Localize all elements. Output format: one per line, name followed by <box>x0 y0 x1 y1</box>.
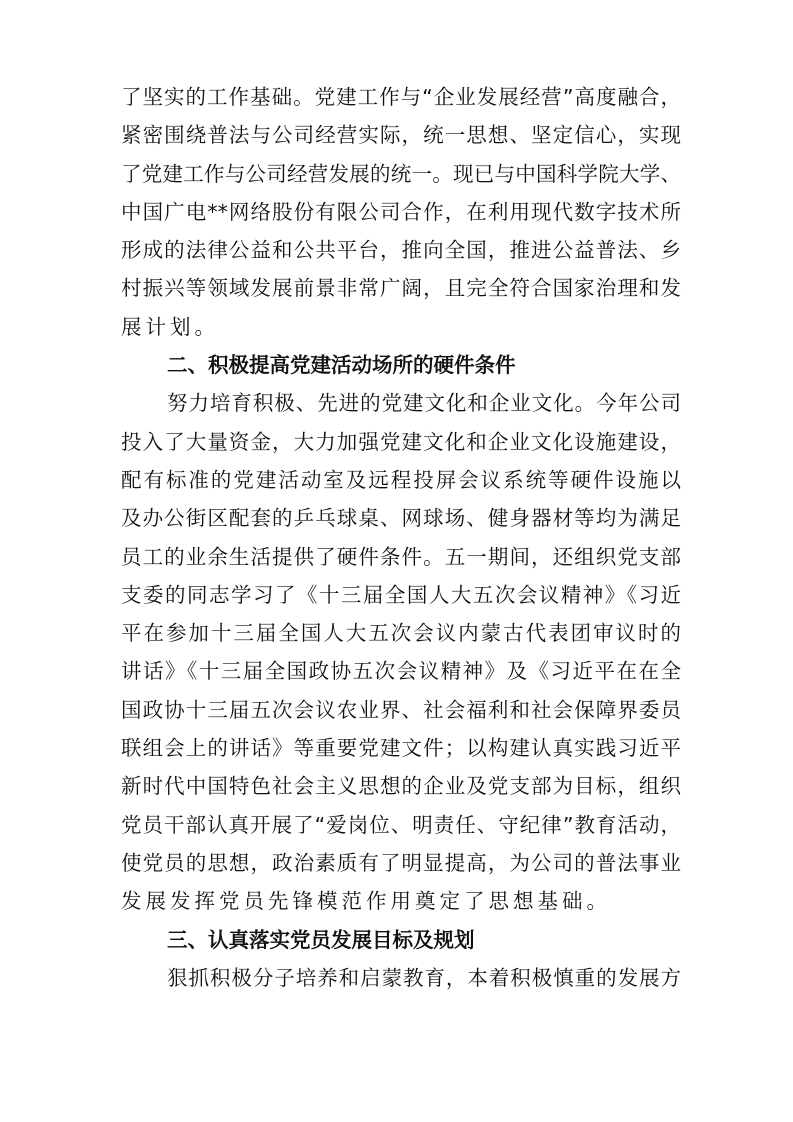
text-line: 平在参加十三届全国人大五次会议内蒙古代表团审议时的 <box>121 621 681 646</box>
text-line: 了党建工作与公司经营发展的统一。现已与中国科学院大学、 <box>121 161 681 186</box>
text-line: 村振兴等领域发展前景非常广阔，且完全符合国家治理和发 <box>121 276 681 301</box>
text-line: 中国广电**网络股份有限公司合作，在利用现代数字技术所 <box>121 199 681 224</box>
paragraph <box>121 959 681 997</box>
text-line: 配有标准的党建活动室及远程投屏会议系统等硬件设施以 <box>121 467 681 492</box>
text-line: 使党员的思想，政治素质有了明显提高，为公司的普法事业 <box>121 850 681 875</box>
text-line: 新时代中国特色社会主义思想的企业及党支部为目标，组织 <box>121 774 681 799</box>
text-line: 了坚实的工作基础。党建工作与“企业发展经营”高度融合， <box>121 85 681 109</box>
section-heading: 三、认真落实党员发展目标及规划 <box>167 927 475 952</box>
text-line: 狠抓积极分子培养和启蒙教育，本着积极慎重的发展方 <box>167 965 681 990</box>
text-line: 支委的同志学习了《十三届全国人大五次会议精神》《习近 <box>121 582 681 607</box>
text-line: 发展发挥党员先锋模范作用奠定了思想基础。 <box>121 889 611 914</box>
text-line: 投入了大量资金，大力加强党建文化和企业文化设施建设， <box>121 429 681 454</box>
text-line: 及办公街区配套的乒乓球桌、网球场、健身器材等均为满足 <box>121 506 681 531</box>
text-line: 努力培育积极、先进的党建文化和企业文化。今年公司 <box>167 391 681 416</box>
text-line: 讲话》《十三届全国政协五次会议精神》及《习近平在在全 <box>121 659 681 684</box>
text-line: 党员干部认真开展了“爱岗位、明责任、守纪律”教育活动， <box>121 812 681 837</box>
document-page <box>121 78 681 997</box>
text-line: 联组会上的讲话》等重要党建文件；以构建认真实践习近平 <box>121 736 681 761</box>
paragraph <box>121 78 681 346</box>
text-line: 紧密围绕普法与公司经营实际，统一思想、坚定信心，实现 <box>121 123 681 148</box>
paragraph <box>121 384 681 920</box>
text-line: 形成的法律公益和公共平台，推向全国，推进公益普法、乡 <box>121 238 681 263</box>
text-line: 国政协十三届五次会议农业界、社会福利和社会保障界委员 <box>121 697 681 722</box>
text-line: 员工的业余生活提供了硬件条件。五一期间，还组织党支部 <box>121 544 681 569</box>
section-heading: 二、积极提高党建活动场所的硬件条件 <box>167 353 516 378</box>
text-line: 展计划。 <box>121 314 219 339</box>
